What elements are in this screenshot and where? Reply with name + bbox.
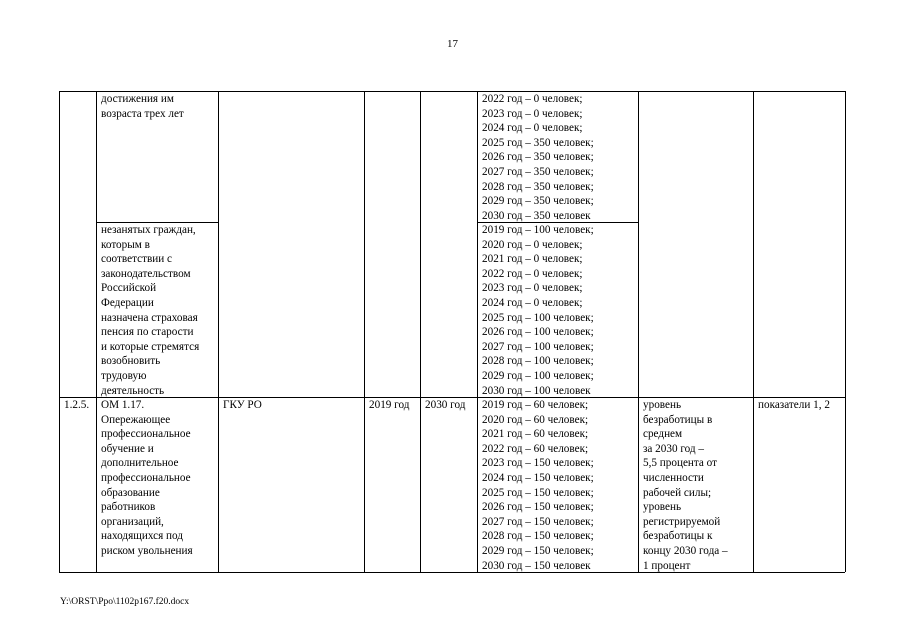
- description-line: которым в: [101, 238, 150, 251]
- year-target-line: 2021 год – 60 человек;: [482, 428, 589, 441]
- result-line: 1 процент: [643, 559, 691, 572]
- description-line: деятельность: [101, 384, 165, 397]
- subcell-years-1: [478, 91, 639, 222]
- description-line: незанятых граждан,: [101, 224, 196, 236]
- cell-end-year: [420, 91, 478, 397]
- year-target-line: 2020 год – 60 человек;: [482, 413, 589, 426]
- cell-description: [96, 91, 219, 397]
- year-target-line: 2019 год – 60 человек;: [482, 399, 589, 411]
- year-target-line: 2029 год – 350 человек;: [482, 195, 594, 208]
- description-line: организаций,: [101, 515, 164, 528]
- table-row-1-2-5: [59, 397, 845, 572]
- subcell-description-1: [97, 91, 219, 222]
- description-line: обучение и: [101, 442, 154, 455]
- year-target-line: 2022 год – 60 человек;: [482, 442, 589, 455]
- year-target-line: 2028 год – 100 человек;: [482, 355, 594, 368]
- result-line: за 2030 год –: [643, 442, 705, 455]
- subcell-description-2: [97, 222, 219, 397]
- year-target-line: 2024 год – 0 человек;: [482, 296, 583, 309]
- cell-end-year: [420, 397, 478, 572]
- cell-executor: [218, 397, 365, 572]
- cell-start-year: [364, 91, 421, 397]
- subcell-years-2: [478, 222, 639, 397]
- result-line: безработицы к: [643, 530, 713, 543]
- description-line: и которые стремятся: [101, 340, 200, 353]
- result-line: уровень: [643, 399, 682, 411]
- indicators: показатели 1, 2: [758, 399, 830, 411]
- year-target-line: 2028 год – 150 человек;: [482, 530, 594, 543]
- description-line: назначена страховая: [101, 311, 198, 324]
- description-line: возобновить: [101, 355, 161, 368]
- cell-description: [96, 397, 219, 572]
- end-year: 2030 год: [425, 399, 466, 411]
- table-row-continuation: [59, 91, 845, 397]
- description-line: профессиональное: [101, 428, 191, 441]
- result-line: безработицы в: [643, 413, 713, 426]
- year-target-line: 2024 год – 150 человек;: [482, 471, 594, 484]
- start-year: 2019 год: [369, 399, 410, 411]
- year-target-line: 2025 год – 350 человек;: [482, 136, 594, 149]
- description-line: законодательством: [101, 267, 191, 280]
- executor: ГКУ РО: [223, 399, 262, 411]
- year-target-line: 2019 год – 100 человек;: [482, 224, 594, 236]
- cell-executor: [218, 91, 365, 397]
- result-line: регистрируемой: [643, 515, 721, 528]
- year-target-line: 2030 год – 100 человек: [482, 384, 591, 397]
- result-line: численности: [643, 471, 704, 484]
- result-line: 5,5 процента от: [643, 457, 718, 470]
- year-target-line: 2029 год – 100 человек;: [482, 369, 594, 382]
- cell-indicators: [753, 397, 846, 572]
- year-target-line: 2027 год – 100 человек;: [482, 340, 594, 353]
- description-line: профессиональное: [101, 471, 191, 484]
- year-target-line: 2023 год – 0 человек;: [482, 282, 583, 295]
- description-line: дополнительное: [101, 457, 179, 470]
- description-line: находящихся под: [101, 530, 183, 543]
- description-line: риском увольнения: [101, 544, 193, 557]
- result-line: уровень: [643, 501, 682, 514]
- cell-indicators: [753, 91, 846, 397]
- year-target-line: 2028 год – 350 человек;: [482, 180, 594, 193]
- description-line: образование: [101, 486, 160, 499]
- year-target-line: 2021 год – 0 человек;: [482, 253, 583, 266]
- cell-yearly-targets: [477, 91, 639, 397]
- year-target-line: 2029 год – 150 человек;: [482, 544, 594, 557]
- description-line: Российской: [101, 282, 157, 295]
- row-number: 1.2.5.: [64, 399, 90, 411]
- page-number: 17: [447, 38, 458, 50]
- year-target-line: 2025 год – 150 человек;: [482, 486, 594, 499]
- description-line: достижения им: [101, 93, 174, 105]
- year-target-line: 2022 год – 0 человек;: [482, 267, 583, 280]
- description-line: трудовую: [101, 369, 147, 382]
- document-path: Y:\ORST\Ppo\1102p167.f20.docx: [60, 597, 190, 607]
- year-target-line: 2023 год – 150 человек;: [482, 457, 594, 470]
- cell-number: [59, 91, 97, 397]
- description-line: пенсия по старости: [101, 326, 194, 339]
- year-target-line: 2026 год – 100 человек;: [482, 326, 594, 339]
- result-line: концу 2030 года –: [643, 544, 728, 557]
- cell-expected-result: [638, 91, 754, 397]
- description-line: работников: [101, 501, 156, 514]
- description-line: Федерации: [101, 296, 154, 309]
- description-line: соответствии с: [101, 253, 172, 266]
- year-target-line: 2022 год – 0 человек;: [482, 93, 583, 105]
- year-target-line: 2030 год – 150 человек: [482, 559, 591, 572]
- cell-expected-result: [638, 397, 754, 572]
- year-target-line: 2026 год – 150 человек;: [482, 501, 594, 514]
- year-target-line: 2030 год – 350 человек: [482, 209, 591, 222]
- year-target-line: 2025 год – 100 человек;: [482, 311, 594, 324]
- description-line: Опережающее: [101, 413, 171, 426]
- cell-start-year: [364, 397, 421, 572]
- year-target-line: 2027 год – 350 человек;: [482, 165, 594, 178]
- year-target-line: 2027 год – 150 человек;: [482, 515, 594, 528]
- year-target-line: 2026 год – 350 человек;: [482, 151, 594, 164]
- year-target-line: 2023 год – 0 человек;: [482, 107, 583, 120]
- year-target-line: 2020 год – 0 человек;: [482, 238, 583, 251]
- description-line: ОМ 1.17.: [101, 399, 145, 411]
- year-target-line: 2024 год – 0 человек;: [482, 122, 583, 135]
- result-line: рабочей силы;: [643, 486, 712, 499]
- result-line: среднем: [643, 428, 683, 441]
- cell-yearly-targets: [477, 397, 639, 572]
- cell-number: [59, 397, 97, 572]
- description-line: возраста трех лет: [101, 107, 184, 120]
